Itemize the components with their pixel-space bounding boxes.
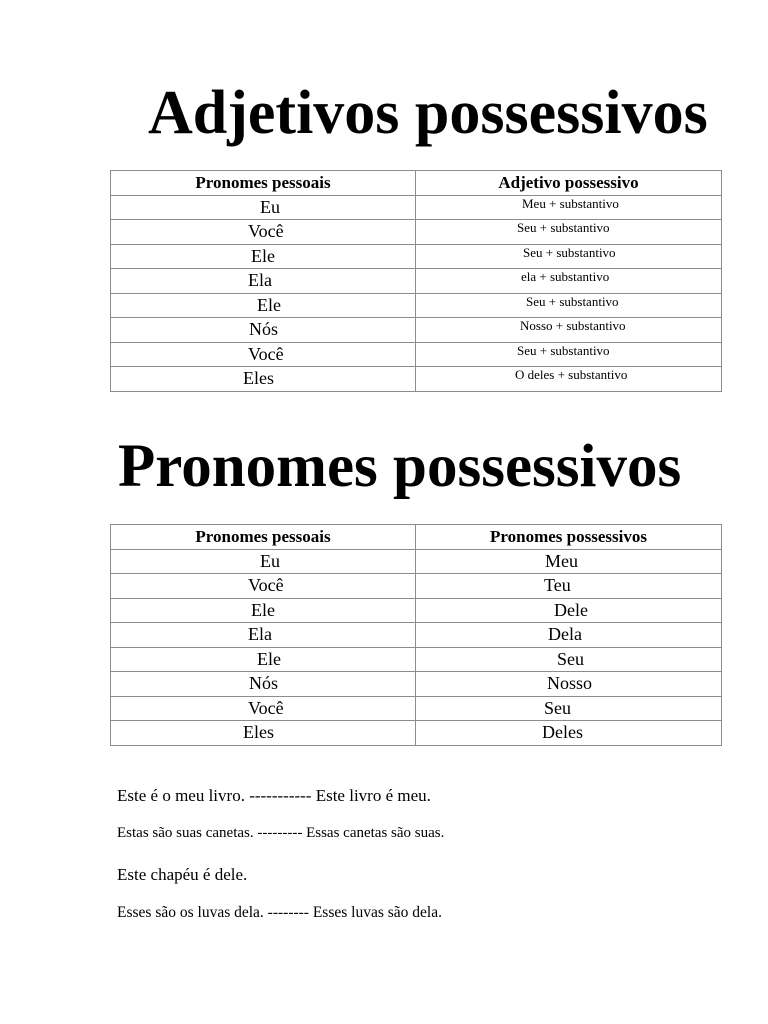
pronoun-cell: Você (111, 574, 416, 599)
example-sentence: Esses são os luvas dela. -------- Esses luvas são dela. (117, 904, 442, 921)
adjective-cell: Seu + substantivo (416, 244, 722, 269)
table-row (111, 647, 722, 672)
pronoun-cell: Ele (111, 647, 416, 672)
table-row (111, 672, 722, 697)
table-row (111, 220, 722, 245)
table-row (111, 342, 722, 367)
title-pronomes-possessivos: Pronomes possessivos (118, 433, 682, 500)
pronoun-cell: Ela (111, 269, 416, 294)
table-row (111, 269, 722, 294)
possessive-cell: Meu (416, 549, 722, 574)
pronoun-cell: Eu (111, 195, 416, 220)
possessive-cell: Dele (416, 598, 722, 623)
adjective-cell: Nosso + substantivo (416, 318, 722, 343)
pronoun-cell: Eu (111, 549, 416, 574)
example-sentence: Este é o meu livro. ----------- Este livro é meu. (117, 786, 431, 805)
table-row (111, 195, 722, 220)
table-header-row (111, 171, 722, 196)
possessive-cell: Seu (416, 696, 722, 721)
pronoun-cell: Nós (111, 672, 416, 697)
example-sentence: Estas são suas canetas. --------- Essas canetas são suas. (117, 825, 445, 841)
pronoun-cell: Eles (111, 367, 416, 392)
header-adjetivo-possessivo: Adjetivo possessivo (416, 171, 722, 196)
title-adjetivos-possessivos: Adjetivos possessivos (148, 79, 708, 147)
table-row (111, 696, 722, 721)
possessive-cell: Dela (416, 623, 722, 648)
table-row (111, 574, 722, 599)
possessive-cell: Nosso (416, 672, 722, 697)
table-row (111, 721, 722, 746)
possessive-cell: Deles (416, 721, 722, 746)
pronoun-cell: Nós (111, 318, 416, 343)
pronoun-cell: Ela (111, 623, 416, 648)
table-row (111, 623, 722, 648)
pronoun-cell: Ele (111, 598, 416, 623)
pronoun-cell: Você (111, 220, 416, 245)
adjective-cell: Meu + substantivo (416, 195, 722, 220)
header-pronomes-possessivos: Pronomes possessivos (416, 525, 722, 550)
header-pronomes-pessoais: Pronomes pessoais (111, 171, 416, 196)
possessive-cell: Teu (416, 574, 722, 599)
table-row (111, 318, 722, 343)
table-row (111, 293, 722, 318)
table-pronomes-possessivos (110, 524, 722, 746)
table-row (111, 549, 722, 574)
example-sentence: Este chapéu é dele. (117, 865, 248, 884)
pronoun-cell: Ele (111, 244, 416, 269)
adjective-cell: Seu + substantivo (416, 293, 722, 318)
adjective-cell: Seu + substantivo (416, 342, 722, 367)
pronoun-cell: Você (111, 696, 416, 721)
table-row (111, 598, 722, 623)
pronoun-cell: Eles (111, 721, 416, 746)
adjective-cell: O deles + substantivo (416, 367, 722, 392)
pronoun-cell: Ele (111, 293, 416, 318)
table-header-row (111, 525, 722, 550)
table-row (111, 244, 722, 269)
table-row (111, 367, 722, 392)
adjective-cell: ela + substantivo (416, 269, 722, 294)
adjective-cell: Seu + substantivo (416, 220, 722, 245)
header-pronomes-pessoais: Pronomes pessoais (111, 525, 416, 550)
pronoun-cell: Você (111, 342, 416, 367)
table-adjetivos-possessivos (110, 170, 722, 392)
possessive-cell: Seu (416, 647, 722, 672)
